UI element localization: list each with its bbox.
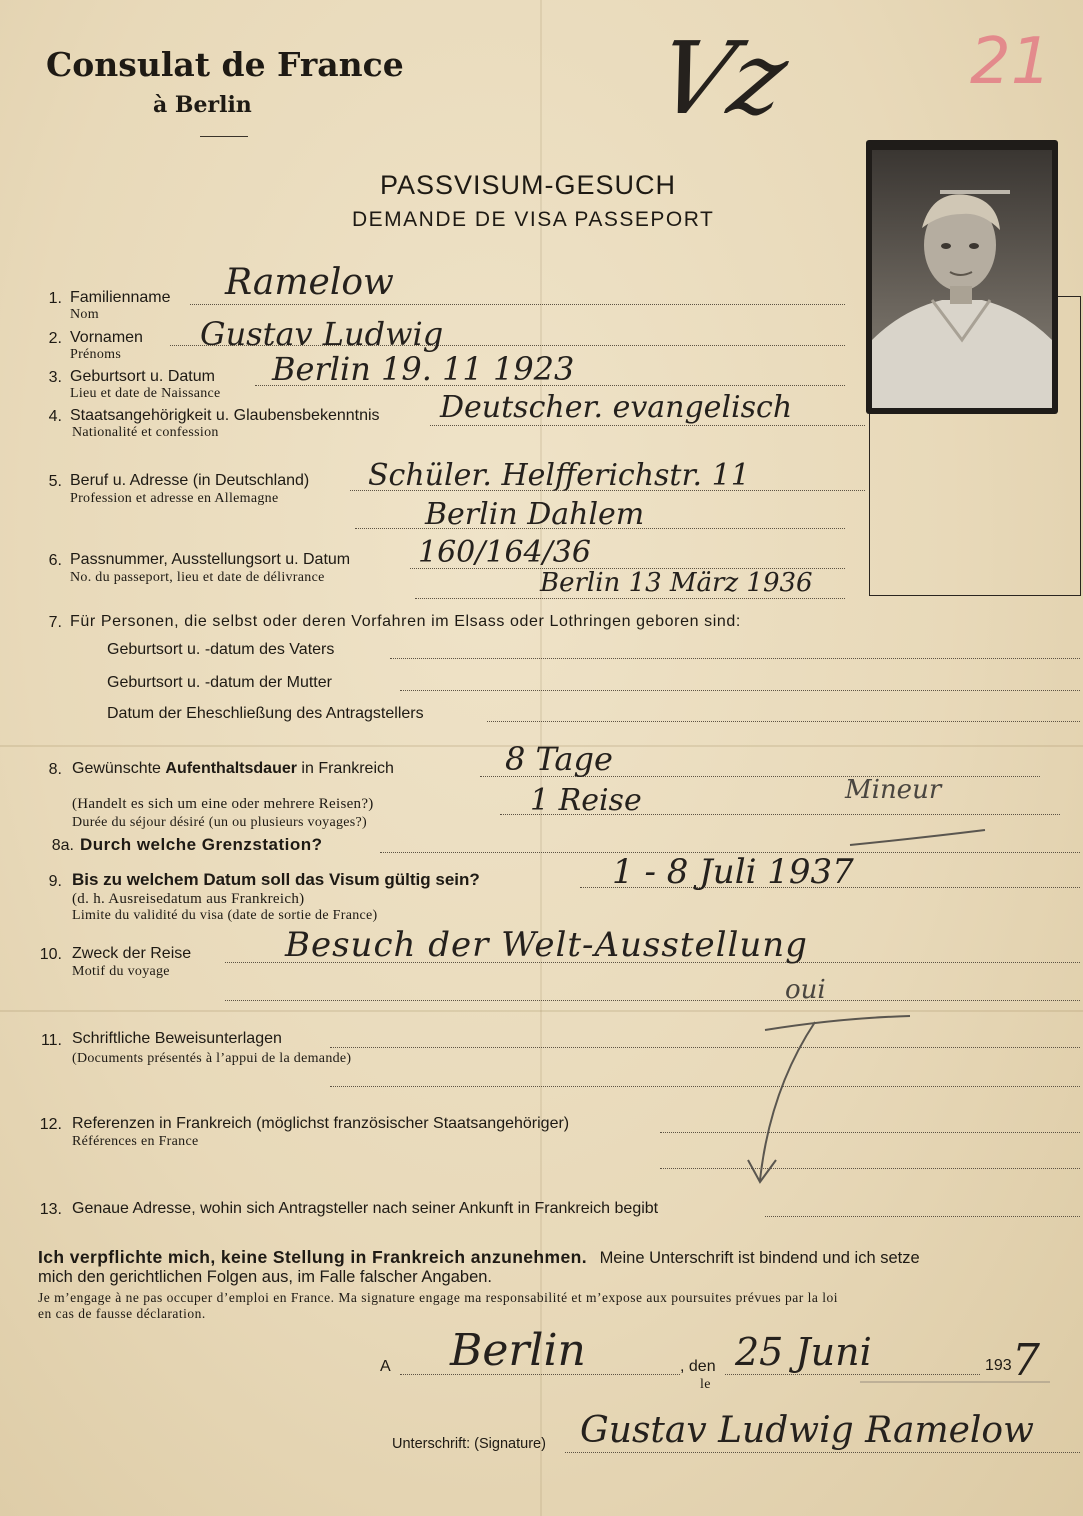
marriage-date-label: Datum der Eheschließung des Antragstellers [107, 705, 424, 722]
stay-value: 8 Tage [505, 740, 613, 778]
field-sublabel: Nom [70, 307, 99, 322]
trips-value: 1 Reise [530, 783, 642, 818]
birth-value: Berlin 19. 11 1923 [272, 350, 575, 388]
field-sublabel: Lieu et date de Naissance [70, 386, 221, 401]
declaration-line-1: Ich verpflichte mich, keine Stellung in Frankreich anzunehmen. Meine Unterschrift ist bindend und ich setze [38, 1247, 920, 1267]
field-number: 13. [39, 1201, 62, 1218]
field-sublabel: No. du passeport, lieu et date de délivrance [70, 570, 325, 585]
field-label-birth: Geburtsort u. Datum [70, 368, 215, 385]
field-number: 8a. [51, 837, 74, 854]
field-label-family-name: Familienname [70, 289, 171, 306]
border-station-label: Durch welche Grenzstation? [80, 835, 323, 854]
purpose-sub: Motif du voyage [72, 964, 170, 979]
dateline-a: A [380, 1358, 391, 1375]
purpose-label: Zweck der Reise [72, 945, 192, 962]
declaration-line-2: mich den gerichtlichen Folgen aus, im Falle falscher Angaben. [38, 1268, 492, 1286]
field-number: 5. [48, 473, 62, 490]
validity-sub: (d. h. Ausreisedatum aus Frankreich) [72, 891, 305, 907]
declaration-fr-2: en cas de fausse déclaration. [38, 1306, 206, 1321]
references-label: Referenzen in Frankreich (möglichst französischer Staatsangehöriger) [72, 1115, 570, 1132]
page-number-mark: 21 [970, 25, 1052, 99]
field-number: 8. [48, 761, 62, 778]
form-title-de: PASSVISUM-GESUCH [380, 170, 677, 200]
field-number: 4. [48, 408, 62, 425]
field-number: 2. [48, 330, 62, 347]
dateline-den: , den [680, 1358, 716, 1375]
field-number: 7. [48, 614, 62, 631]
declaration-fr-1: Je m’engage à ne pas occuper d’emploi en France. Ma signature engage ma responsabilité et m’expose aux poursuites prévues par la loi [38, 1290, 838, 1305]
field-number: 6. [48, 552, 62, 569]
passport-issue-value: Berlin 13 März 1936 [540, 568, 813, 598]
documents-label: Schriftliche Beweisunterlagen [72, 1030, 282, 1047]
validity-sub-fr: Limite du validité du visa (date de sortie de France) [72, 908, 378, 923]
field-number: 11. [40, 1032, 62, 1049]
trips-question: (Handelt es sich um eine oder mehrere Reisen?) [72, 796, 374, 812]
dateline-year-prefix: 193 [985, 1357, 1012, 1374]
dateline-le: le [700, 1377, 711, 1392]
field-label-passport: Passnummer, Ausstellungsort u. Datum [70, 551, 351, 568]
dateline-year-digit: 7 [1012, 1335, 1040, 1386]
alsace-intro: Für Personen, die selbst oder deren Vorfahren im Elsass oder Lothringen geboren sind: [70, 613, 741, 630]
first-names-value: Gustav Ludwig [200, 315, 444, 353]
trips-question-fr: Durée du séjour désiré (un ou plusieurs voyages?) [72, 815, 368, 830]
field-number: 9. [48, 873, 62, 890]
field-sublabel: Prénoms [70, 347, 122, 362]
dateline-place: Berlin [450, 1325, 586, 1376]
passport-number-value: 160/164/36 [418, 535, 591, 570]
mother-birth-label: Geburtsort u. -datum der Mutter [107, 674, 332, 691]
address-label: Genaue Adresse, wohin sich Antragsteller nach seiner Ankunft in Frankreich begibt [72, 1200, 659, 1217]
pencil-note: Mineur [845, 775, 942, 805]
field-number: 3. [48, 369, 62, 386]
validity-value: 1 - 8 Juli 1937 [612, 852, 854, 892]
pencil-note: oui [785, 975, 826, 1005]
field-label-nationality: Staatsangehörigkeit u. Glaubensbekenntnis [70, 407, 380, 424]
dotted-line [725, 1374, 980, 1375]
consulate-name: Consulat de France [46, 45, 404, 84]
references-sub: Références en France [72, 1134, 199, 1149]
documents-sub: (Documents présentés à l’appui de la demande) [72, 1051, 352, 1066]
field-sublabel: Nationalité et confession [72, 425, 219, 440]
address-value: Berlin Dahlem [425, 497, 645, 532]
handwritten-initials: Vz [647, 20, 798, 137]
profession-value: Schüler. Helfferichstr. 11 [368, 458, 750, 493]
field-label-first-names: Vornamen [70, 329, 143, 346]
field-number: 10. [39, 946, 62, 963]
nationality-value: Deutscher. evangelisch [440, 390, 793, 425]
field-label-profession: Beruf u. Adresse (in Deutschland) [70, 472, 310, 489]
field-number: 12. [39, 1116, 62, 1133]
family-name-value: Ramelow [225, 262, 394, 303]
stay-label: Gewünschte Aufenthaltsdauer in Frankreich [72, 760, 394, 777]
validity-label: Bis zu welchem Datum soll das Visum gültig sein? [72, 870, 480, 889]
signature-value: Gustav Ludwig Ramelow [580, 1410, 1034, 1451]
dateline-day-month: 25 Juni [735, 1330, 872, 1374]
father-birth-label: Geburtsort u. -datum des Vaters [107, 641, 335, 658]
dotted-line [565, 1452, 1080, 1453]
purpose-value: Besuch der Welt-Ausstellung [285, 925, 808, 965]
form-title-fr: DEMANDE DE VISA PASSEPORT [352, 208, 715, 231]
signature-label: Unterschrift: (Signature) [392, 1436, 546, 1452]
field-sublabel: Profession et adresse en Allemagne [70, 491, 279, 506]
consulate-city: à Berlin [153, 92, 252, 118]
field-number: 1. [48, 290, 62, 307]
